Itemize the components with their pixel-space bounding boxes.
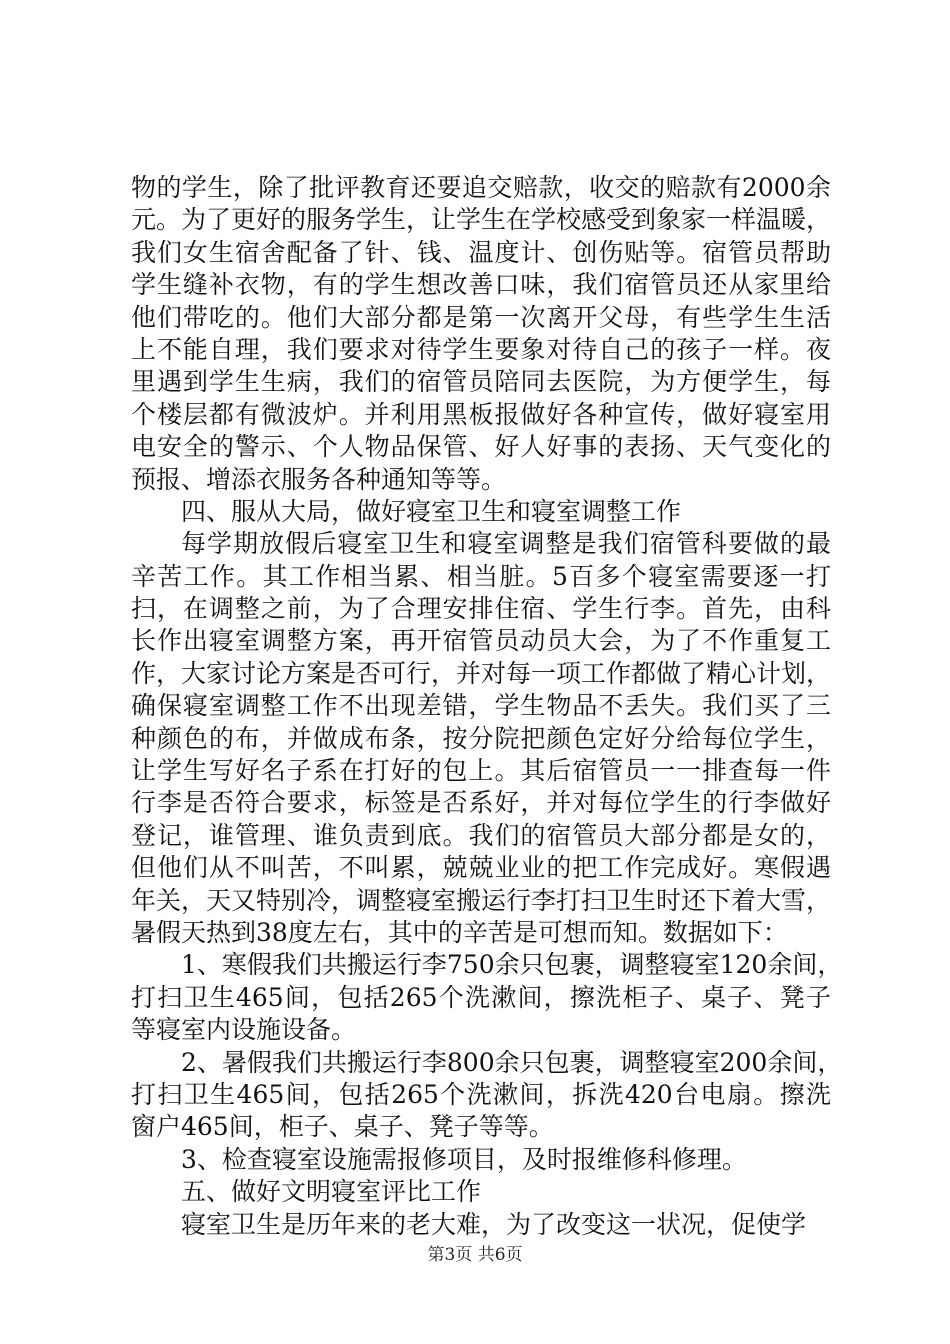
- paragraph-line: 寝室卫生是历年来的老大难，为了改变这一状况，促使学: [181, 1209, 807, 1239]
- paragraph-line: 每学期放假后寝室卫生和寝室调整是我们宿管科要做的最: [181, 529, 831, 559]
- paragraph-line: 窗户465间，柜子、桌子、凳子等等。: [131, 1112, 554, 1142]
- paragraph-line: 行李是否符合要求，标签是否系好，并对每位学生的行李做好: [131, 788, 831, 818]
- paragraph-line: 作，大家讨论方案是否可行，并对每一项工作都做了精心计划，: [131, 658, 832, 688]
- paragraph-line: 年关，天又特别冷，调整寝室搬运行李打扫卫生时还下着大雪，: [131, 885, 832, 915]
- paragraph-line: 个楼层都有微波炉。并利用黑板报做好各种宣传，做好寝室用: [131, 399, 831, 429]
- paragraph-line: 他们带吃的。他们大部分都是第一次离开父母，有些学生生活: [131, 302, 831, 332]
- page-footer: 第3页 共6页: [427, 1245, 523, 1265]
- paragraph-line: 长作出寝室调整方案，再开宿管员动员大会，为了不作重复工: [131, 626, 831, 656]
- paragraph-line: 让学生写好名子系在打好的包上。其后宿管员一一排查每一件: [131, 756, 831, 786]
- paragraph-line: 2、暑假我们共搬运行李800余只包裹，调整寝室200余间，: [181, 1047, 843, 1077]
- paragraph-line: 扫，在调整之前，为了合理安排住宿、学生行李。首先，由科: [131, 594, 831, 624]
- paragraph-line: 元。为了更好的服务学生，让学生在学校感受到象家一样温暖，: [131, 205, 832, 235]
- paragraph-line: 预报、增添衣服务各种通知等等。: [131, 464, 507, 494]
- paragraph-line: 打扫卫生465间，包括265个洗漱间，擦洗柜子、桌子、凳子: [131, 982, 831, 1012]
- paragraph-line: 我们女生宿舍配备了针、钱、温度计、创伤贴等。宿管员帮助: [131, 237, 831, 267]
- paragraph-line: 电安全的警示、个人物品保管、好人好事的表扬、天气变化的: [131, 432, 831, 462]
- paragraph-line: 登记，谁管理、谁负责到底。我们的宿管员大部分都是女的，: [131, 820, 831, 850]
- paragraph-line: 暑假天热到38度左右，其中的辛苦是可想而知。数据如下：: [131, 917, 788, 947]
- paragraph-line: 等寝室内设施设备。: [131, 1015, 357, 1045]
- section-heading-line: 四、服从大局，做好寝室卫生和寝室调整工作: [181, 496, 682, 526]
- paragraph-line: 1、寒假我们共搬运行李750余只包裹，调整寝室120余间，: [181, 950, 843, 980]
- section-heading-line: 3、检查寝室设施需报修项目，及时报维修科修理。: [181, 1144, 747, 1174]
- paragraph-line: 里遇到学生生病，我们的宿管员陪同去医院，为方便学生，每: [131, 367, 831, 397]
- paragraph-line: 确保寝室调整工作不出现差错，学生物品不丢失。我们买了三: [131, 691, 831, 721]
- paragraph-line: 物的学生，除了批评教育还要追交赔款，收交的赔款有2000余: [131, 173, 831, 202]
- paragraph-line: 上不能自理，我们要求对待学生要象对待自己的孩子一样。夜: [131, 334, 831, 364]
- section-heading-line: 五、做好文明寝室评比工作: [181, 1177, 482, 1207]
- paragraph-line: 打扫卫生465间，包括265个洗漱间，拆洗420台电扇。擦洗: [131, 1079, 831, 1109]
- paragraph-line: 种颜色的布，并做成布条，按分院把颜色定好分给每位学生，: [131, 723, 831, 753]
- paragraph-line: 学生缝补衣物，有的学生想改善口味，我们宿管员还从家里给: [131, 270, 831, 300]
- document-body: [131, 172, 843, 1241]
- paragraph-line: 但他们从不叫苦，不叫累，兢兢业业的把工作完成好。寒假遇: [131, 853, 831, 883]
- paragraph-line: 辛苦工作。其工作相当累、相当脏。5百多个寝室需要逐一打: [131, 561, 831, 591]
